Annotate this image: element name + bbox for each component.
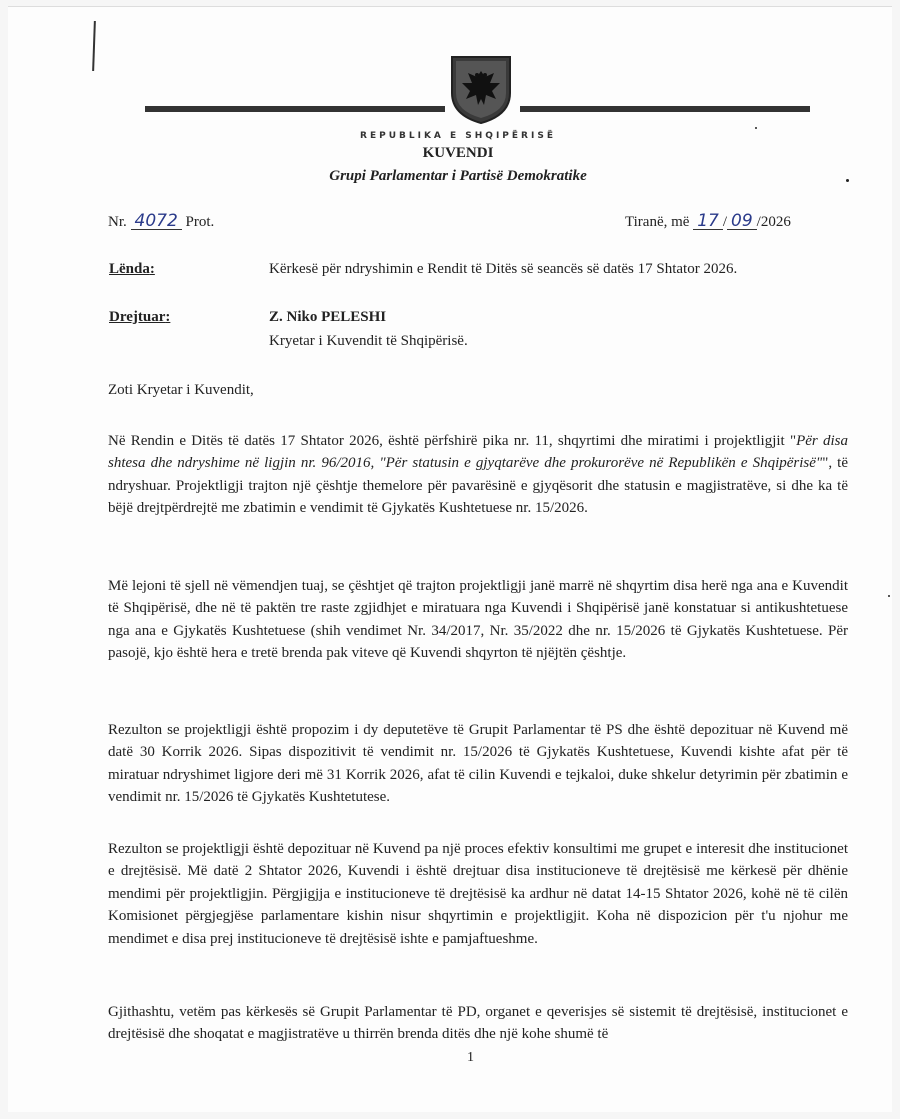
addressee-name: Z. Niko PELESHI: [269, 309, 387, 325]
paragraph-1: Në Rendin e Ditës të datës 17 Shtator 2026, është përfshirë pika nr. 11, shqyrtimi dhe miratimi i projektligjit "Për disa shtesa dhe ndryshime në ligjin nr. 96/2016, "Për statusin e gjyqtarëve dhe prokurorëve në Republikën e Shqipërisë"", të ndryshuar. Projektligji trajton një çështje themelore për pavarësinë e gjyqësorit dhe statusin e magjistratëve, si dhe ka të bëjë drejtpërdrejtë me zbatimin e vendimit të Gjykatës Kushtetuese nr. 15/2026.: [108, 433, 848, 517]
speck: [846, 179, 849, 182]
speck: [755, 127, 757, 129]
subject-text: Kërkesë për ndryshimin e Rendit të Ditës së seancës së datës 17 Shtator 2026.: [269, 261, 738, 277]
parliamentary-group-name: Grupi Parlamentar i Partisë Demokratike: [329, 168, 587, 184]
addressee-label: Drejtuar:: [109, 309, 171, 325]
document-date: Tiranë, më 17 / 09 /2026: [625, 211, 791, 231]
protocol-prefix: Nr.: [108, 214, 127, 230]
paragraph-3: Rezulton se projektligji është propozim i dy deputetëve të Grupit Parlamentar të PS dhe është depozituar në Kuvend më datë 30 Korrik 2026. Sipas dispozitivit të vendimit nr. 15/2026 të Gjykatës Kushtetuese, Kuvendi kishte afat për të miratuar ndryshimet ligjore deri më 31 Korrik 2026, afat të cilin Kuvendi e tejkaloi, duke shkelur detyrimin për zbatimin e vendimit nr. 15/2026 të Gjykatës Kushtetutese.: [108, 722, 848, 806]
date-year: /2026: [756, 214, 791, 230]
subject-label: Lënda:: [109, 261, 155, 277]
date-place: Tiranë, më: [625, 214, 690, 230]
protocol-suffix: Prot.: [185, 214, 215, 230]
protocol-number: [108, 213, 214, 231]
date-day-handwritten: 17: [693, 213, 723, 230]
country-name: REPUBLIKA E SHQIPËRISË: [360, 131, 556, 141]
document-page: [8, 6, 892, 1112]
paragraph-5: Gjithashtu, vetëm pas kërkesës së Grupit Parlamentar të PD, organet e qeverisjes së sistemit të drejtësisë, institucionet e drejtësisë dhe shoqatat e magjistratëve u thirrën brenda ditës dhe një kohe shumë të: [108, 1004, 848, 1043]
date-month-handwritten: 09: [727, 213, 757, 230]
paragraph-2: Më lejoni të sjell në vëmendjen tuaj, se çështjet që trajton projektligji janë marrë në shqyrtim disa herë nga ana e Kuvendit të Shqipërisë, dhe në të paktën tre raste zgjidhjet e miratuara nga Kuvendi i Shqipërisë janë konstatuar si antikushtetuese nga ana e Gjykatës Kushtetuese (shih vendimet Nr. 34/2017, Nr. 35/2022 dhe nr. 15/2026 të Gjykatës Kushtetuese. Për pasojë, kjo është hera e tretë brenda pak viteve që Kuvendi shqyrton të njëjtën çështje.: [108, 578, 848, 662]
salutation: Zoti Kryetar i Kuvendit,: [108, 382, 254, 398]
header-rule-right: [520, 106, 810, 112]
page-number: 1: [467, 1050, 474, 1065]
protocol-number-handwritten: 4072: [131, 213, 182, 230]
header-rule-left: [145, 106, 445, 112]
institution-name: KUVENDI: [422, 145, 494, 161]
paragraph-4: Rezulton se projektligji është depozituar në Kuvend pa një proces efektiv konsultimi me grupet e interesit dhe institucionet e drejtësisë. Më datë 2 Shtator 2026, Kuvendi i është drejtuar disa institucioneve të drejtësisë me kërkesë për dhënie mendimi për projektligjin. Përgjigjja e institucioneve të drejtësisë ka ardhur në datat 14-15 Shtator 2026, kohë në të cilën Komisionet përgjegjëse parlamentare kishin nisur shqyrtimin e projektligjit. Koha në dispozicion për t'u njohur me mendimet e disa prej institucioneve të drejtësisë ishte e pamjaftueshme.: [108, 841, 848, 947]
pen-mark: [92, 21, 96, 71]
albanian-eagle-emblem-icon: [448, 53, 514, 125]
addressee-title: Kryetar i Kuvendit të Shqipërisë.: [269, 333, 468, 349]
speck: [888, 595, 890, 597]
